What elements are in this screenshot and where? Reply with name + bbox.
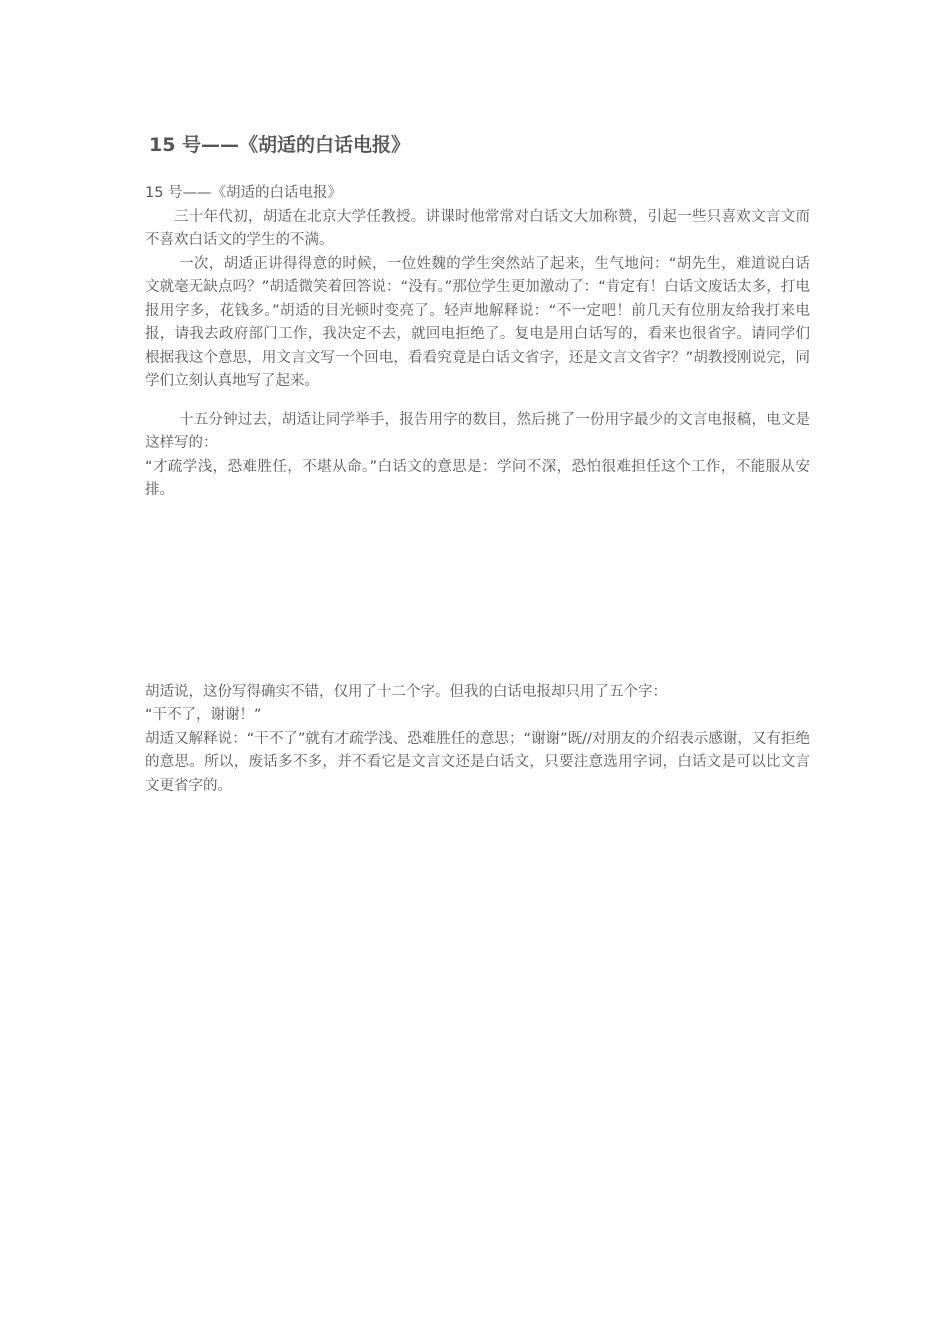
paragraph-classical-telegram: “才疏学浅，恐难胜任，不堪从命。”白话文的意思是：学问不深，恐怕很难担任这个工作，不能服从安排。 — [145, 458, 810, 498]
spacer — [145, 503, 810, 681]
document-body — [145, 130, 810, 798]
paragraph-intro: 三十年代初，胡适在北京大学任教授。讲课时他常常对白话文大加称赞，引起一些只喜欢文言文而不喜欢白话文的学生的不满。 — [145, 208, 810, 248]
spacer — [145, 394, 810, 409]
paragraph-debate: 一次，胡适正讲得得意的时候，一位姓魏的学生突然站了起来，生气地问：“胡先生，难道说白话文就毫无缺点吗？”胡适微笑着回答说：“没有。”那位学生更加激动了：“肯定有！白话文废话太多，打电报用字多，花钱多。”胡适的目光顿时变亮了。轻声地解释说：“不一定吧！前几天有位朋友给我打来电报，请我去政府部门工作，我决定不去，就回电拒绝了。复电是用白话写的，看来也很省字。请同学们根据我这个意思，用文言文写一个回电，看看究竟是白话文省字，还是文言文省字？”胡教授刚说完，同学们立刻认真地写了起来。 — [145, 255, 810, 389]
document-subtitle: 15 号——《胡适的白话电报》 — [145, 185, 343, 201]
document-heading: 15 号——《胡适的白话电报》 — [149, 134, 411, 156]
paragraph-fifteen-minutes: 十五分钟过去，胡适让同学举手，报告用字的数目，然后挑了一份用字最少的文言电报稿，电文是这样写的： — [145, 411, 810, 451]
paragraph-twelve-characters: 胡适说，这份写得确实不错，仅用了十二个字。但我的白话电报却只用了五个字： — [145, 683, 667, 700]
paragraph-vernacular-telegram: “干不了，谢谢！” — [145, 707, 262, 723]
paragraph-conclusion: 胡适又解释说：“干不了”就有才疏学浅、恐难胜任的意思；“谢谢”既//对朋友的介绍表示感谢，又有拒绝的意思。所以，废话多不多，并不看它是文言文还是白话文，只要注意选用字词，白话文是可以比文言文更省字的。 — [145, 730, 810, 794]
